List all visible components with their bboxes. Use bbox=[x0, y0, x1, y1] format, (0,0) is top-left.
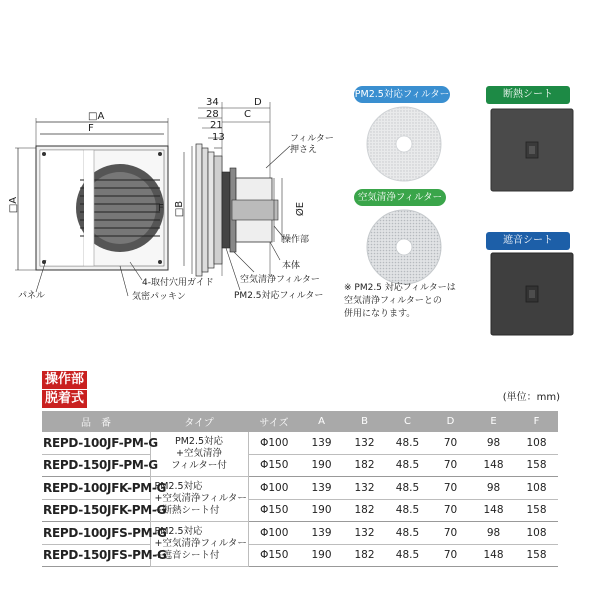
value-cell-F: 108 bbox=[515, 477, 558, 500]
value-cell-サイズ: Φ100 bbox=[248, 432, 300, 454]
dim-e: ØE bbox=[295, 201, 307, 217]
table-row bbox=[42, 499, 558, 522]
label-filter-holder: フィルター 押さえ bbox=[290, 134, 334, 155]
table-header-3: A bbox=[300, 411, 343, 432]
dim-sq-a-top: □A bbox=[88, 111, 105, 122]
value-cell-B: 182 bbox=[343, 454, 386, 477]
value-cell-E: 148 bbox=[472, 499, 515, 522]
value-cell-F: 158 bbox=[515, 544, 558, 567]
value-cell-F: 158 bbox=[515, 454, 558, 477]
table-row bbox=[42, 432, 558, 454]
model-number-cell: REPD-100JF-PM-G bbox=[42, 432, 150, 454]
dim-13: 13 bbox=[212, 132, 225, 143]
insulation-sheet-label: 断熱シート bbox=[486, 86, 570, 104]
table-header-5: C bbox=[386, 411, 429, 432]
value-cell-サイズ: Φ100 bbox=[248, 477, 300, 500]
dim-d: D bbox=[254, 97, 262, 108]
dim-c: C bbox=[244, 109, 251, 120]
value-cell-A: 139 bbox=[300, 432, 343, 454]
value-cell-D: 70 bbox=[429, 432, 472, 454]
soundproof-sheet-image bbox=[490, 252, 574, 336]
unit-label: (単位：mm) bbox=[502, 392, 560, 403]
type-cell: PM2.5対応 +空気清浄フィルター +断熱シート付 bbox=[150, 477, 248, 522]
model-number-cell: REPD-150JFS-PM-G bbox=[42, 544, 150, 567]
table-header-row bbox=[42, 411, 558, 432]
value-cell-D: 70 bbox=[429, 454, 472, 477]
detachable-tag: 脱着式 bbox=[42, 390, 87, 408]
value-cell-A: 139 bbox=[300, 477, 343, 500]
insulation-sheet-image bbox=[490, 108, 574, 192]
type-cell: PM2.5対応 +空気清浄フィルター +遮音シート付 bbox=[150, 522, 248, 567]
filter-note: ※ PM2.5 対応フィルターは 空気清浄フィルターとの 併用になります。 bbox=[344, 283, 456, 319]
table-header-6: D bbox=[429, 411, 472, 432]
table-header-0: 品 番 bbox=[42, 411, 150, 432]
value-cell-B: 132 bbox=[343, 432, 386, 454]
label-operation: 操作部 bbox=[282, 235, 310, 245]
value-cell-サイズ: Φ150 bbox=[248, 544, 300, 567]
table-header-2: サイズ bbox=[248, 411, 300, 432]
value-cell-B: 132 bbox=[343, 522, 386, 545]
table-row bbox=[42, 477, 558, 500]
label-gasket: 気密パッキン bbox=[132, 292, 186, 302]
label-mount-guide: 4-取付穴用ガイド bbox=[142, 278, 214, 288]
type-cell: PM2.5対応 +空気清浄 フィルター付 bbox=[150, 432, 248, 477]
soundproof-sheet-label: 遮音シート bbox=[486, 232, 570, 250]
value-cell-E: 98 bbox=[472, 522, 515, 545]
value-cell-F: 108 bbox=[515, 522, 558, 545]
value-cell-E: 148 bbox=[472, 544, 515, 567]
operation-tag: 操作部 bbox=[42, 371, 87, 389]
air-filter-label: 空気清浄フィルター bbox=[354, 189, 446, 206]
table-row bbox=[42, 522, 558, 545]
dim-f-top: F bbox=[88, 123, 94, 134]
value-cell-C: 48.5 bbox=[386, 544, 429, 567]
value-cell-A: 190 bbox=[300, 454, 343, 477]
value-cell-D: 70 bbox=[429, 499, 472, 522]
value-cell-C: 48.5 bbox=[386, 432, 429, 454]
air-filter-image bbox=[364, 207, 444, 287]
value-cell-B: 182 bbox=[343, 544, 386, 567]
model-number-cell: REPD-150JFK-PM-G bbox=[42, 499, 150, 522]
value-cell-D: 70 bbox=[429, 522, 472, 545]
model-number-cell: REPD-100JFS-PM-G bbox=[42, 522, 150, 545]
value-cell-サイズ: Φ150 bbox=[248, 454, 300, 477]
spec-table bbox=[42, 411, 558, 567]
value-cell-C: 48.5 bbox=[386, 499, 429, 522]
value-cell-B: 182 bbox=[343, 499, 386, 522]
dim-28: 28 bbox=[206, 109, 219, 120]
label-air-filter: 空気清浄フィルター bbox=[240, 275, 320, 285]
value-cell-サイズ: Φ150 bbox=[248, 499, 300, 522]
value-cell-E: 148 bbox=[472, 454, 515, 477]
table-header-4: B bbox=[343, 411, 386, 432]
value-cell-D: 70 bbox=[429, 544, 472, 567]
value-cell-サイズ: Φ100 bbox=[248, 522, 300, 545]
value-cell-E: 98 bbox=[472, 432, 515, 454]
label-panel: パネル bbox=[18, 291, 46, 301]
model-number-cell: REPD-150JF-PM-G bbox=[42, 454, 150, 477]
value-cell-C: 48.5 bbox=[386, 477, 429, 500]
dim-34: 34 bbox=[206, 97, 219, 108]
label-body: 本体 bbox=[282, 261, 301, 271]
table-header-7: E bbox=[472, 411, 515, 432]
value-cell-A: 190 bbox=[300, 499, 343, 522]
label-pm-filter: PM2.5対応フィルター bbox=[234, 291, 324, 301]
value-cell-F: 108 bbox=[515, 432, 558, 454]
dim-f-side: F bbox=[158, 203, 164, 214]
value-cell-A: 139 bbox=[300, 522, 343, 545]
table-header-8: F bbox=[515, 411, 558, 432]
value-cell-C: 48.5 bbox=[386, 522, 429, 545]
table-row bbox=[42, 544, 558, 567]
dim-sq-a-left: □A bbox=[8, 196, 20, 214]
pm25-filter-image bbox=[364, 104, 444, 184]
table-row bbox=[42, 454, 558, 477]
table-header-1: タイプ bbox=[150, 411, 248, 432]
value-cell-D: 70 bbox=[429, 477, 472, 500]
value-cell-B: 132 bbox=[343, 477, 386, 500]
dim-sq-b: □B bbox=[174, 200, 186, 218]
value-cell-F: 158 bbox=[515, 499, 558, 522]
pm25-filter-label: PM2.5対応フィルター bbox=[354, 86, 450, 103]
value-cell-C: 48.5 bbox=[386, 454, 429, 477]
model-number-cell: REPD-100JFK-PM-G bbox=[42, 477, 150, 500]
value-cell-A: 190 bbox=[300, 544, 343, 567]
value-cell-E: 98 bbox=[472, 477, 515, 500]
dim-21: 21 bbox=[210, 120, 223, 131]
